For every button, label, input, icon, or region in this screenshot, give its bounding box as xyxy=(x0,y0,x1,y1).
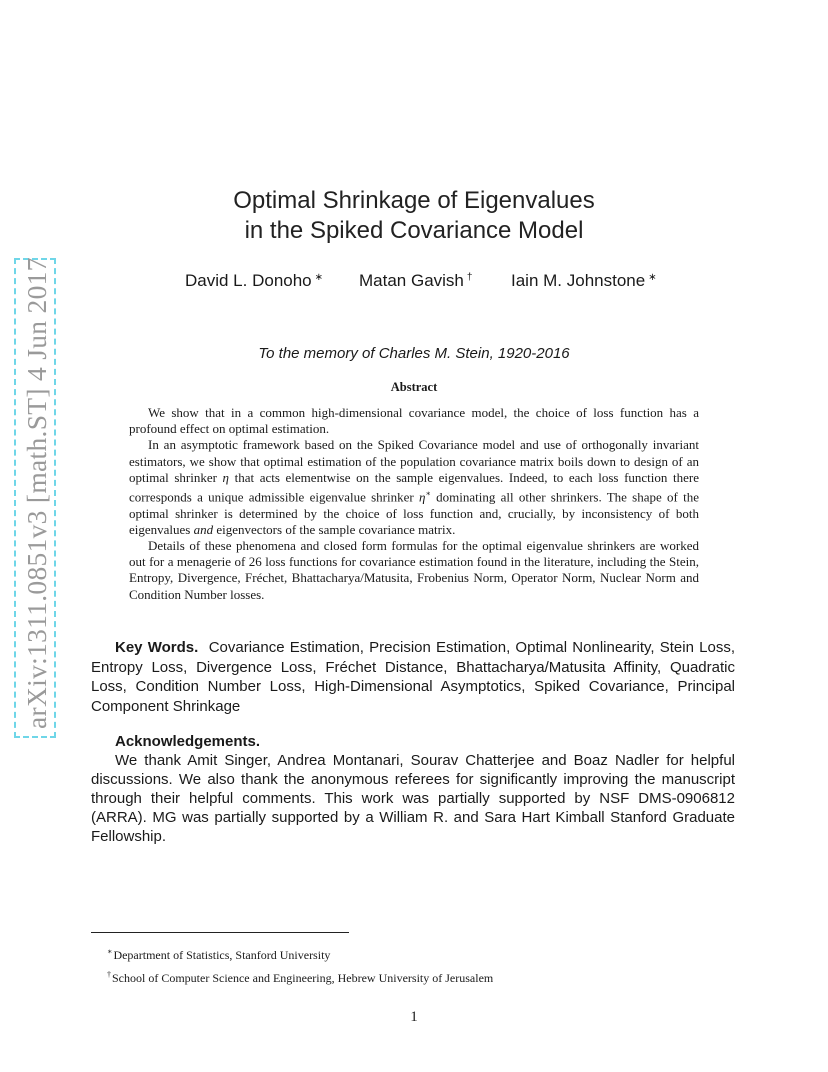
footnote-2 xyxy=(107,970,493,986)
keywords-section xyxy=(91,638,735,716)
acknowledgements-body xyxy=(91,751,735,846)
author-mark: ∗ xyxy=(314,272,324,283)
footnote-mark: ∗ xyxy=(107,947,113,956)
author-donoho xyxy=(185,271,323,291)
abstract-text: dominating all other shrinkers. The shape of the optimal shrinker is determined by the choice of loss function and, crucially, by inconsistency of both eigenvalues xyxy=(129,489,699,537)
author-mark: † xyxy=(466,272,473,283)
title-line-2: in the Spiked Covariance Model xyxy=(244,217,584,244)
page-number: 1 xyxy=(410,1009,418,1025)
abstract-heading: Abstract xyxy=(390,380,438,394)
keywords-text: Covariance Estimation, Precision Estimation, Optimal Nonlinearity, Stein Loss, Entropy Loss, Divergence Loss, Fréchet Distance, Bhattacharya/Matusita Affinity, Quadratic Loss, Condition Number Loss, High-Dimensional Asymptotics, Spiked Covariance, Principal Component Shrinkage xyxy=(91,639,735,715)
eta-symbol: η xyxy=(222,469,229,485)
arxiv-stamp: arXiv:1311.0851v3 [math.ST] 4 Jun 2017 xyxy=(21,257,52,729)
abstract-paragraph-2 xyxy=(129,437,699,538)
author-johnstone xyxy=(511,271,657,291)
emphasis-and: and xyxy=(193,521,214,537)
abstract-paragraph-1: We show that in a common high-dimensional covariance model, the choice of loss function has a profound effect on optimal estimation. xyxy=(129,405,699,437)
footnote-text: School of Computer Science and Engineering, Hebrew University of Jerusalem xyxy=(112,971,494,985)
abstract-paragraph-3: Details of these phenomena and closed form formulas for the optimal eigenvalue shrinkers are worked out for a menagerie of 26 loss functions for covariance estimation found in the literature, including the Stein, Entropy, Divergence, Fréchet, Bhattacharya/Matusita, Frobenius Norm, Operator Norm, Nuclear Norm and Condition Number losses. xyxy=(129,537,699,602)
abstract-text: In an asymptotic framework based on the Spiked Covariance model and use of orthogonally invariant estimators, we show that optimal estimation of the population covariance matrix boils down to design of an optimal shrinker xyxy=(129,437,699,485)
keywords-label: Key Words. xyxy=(115,639,199,656)
footnote-mark: † xyxy=(107,970,111,979)
acknowledgements-heading: Acknowledgements. xyxy=(115,733,261,750)
footnote-rule xyxy=(91,932,349,933)
author-name: Iain M. Johnstone xyxy=(511,271,646,290)
abstract-text: eigenvectors of the sample covariance matrix. xyxy=(213,521,456,537)
footnote-1 xyxy=(107,947,330,963)
acknowledgements-text: We thank Amit Singer, Andrea Montanari, Sourav Chatterjee and Boaz Nadler for helpful discussions. We also thank the anonymous referees for significantly improving the manuscript through their helpful comments. This work was partially supported by NSF DMS-0906812 (ARRA). MG was partially supported by a William R. and Sara Hart Kimball Stanford Graduate Fellowship. xyxy=(91,752,735,845)
author-name: David L. Donoho xyxy=(185,271,312,290)
eta-star: ∗ xyxy=(425,489,431,499)
footnote-text: Department of Statistics, Stanford University xyxy=(113,948,331,962)
eta-symbol: η xyxy=(418,489,426,505)
author-mark: ∗ xyxy=(648,272,657,283)
abstract-body xyxy=(129,405,699,603)
author-gavish xyxy=(359,271,472,291)
title-line-1: Optimal Shrinkage of Eigenvalues xyxy=(233,187,595,214)
abstract-text: that acts elementwise on the sample eigenvalues. Indeed, to each loss function there corresponds a unique admissible eigenvalue shrinker xyxy=(129,469,699,505)
dedication: To the memory of Charles M. Stein, 1920-2016 xyxy=(258,345,570,362)
author-name: Matan Gavish xyxy=(359,271,464,290)
paper-title xyxy=(0,186,828,246)
